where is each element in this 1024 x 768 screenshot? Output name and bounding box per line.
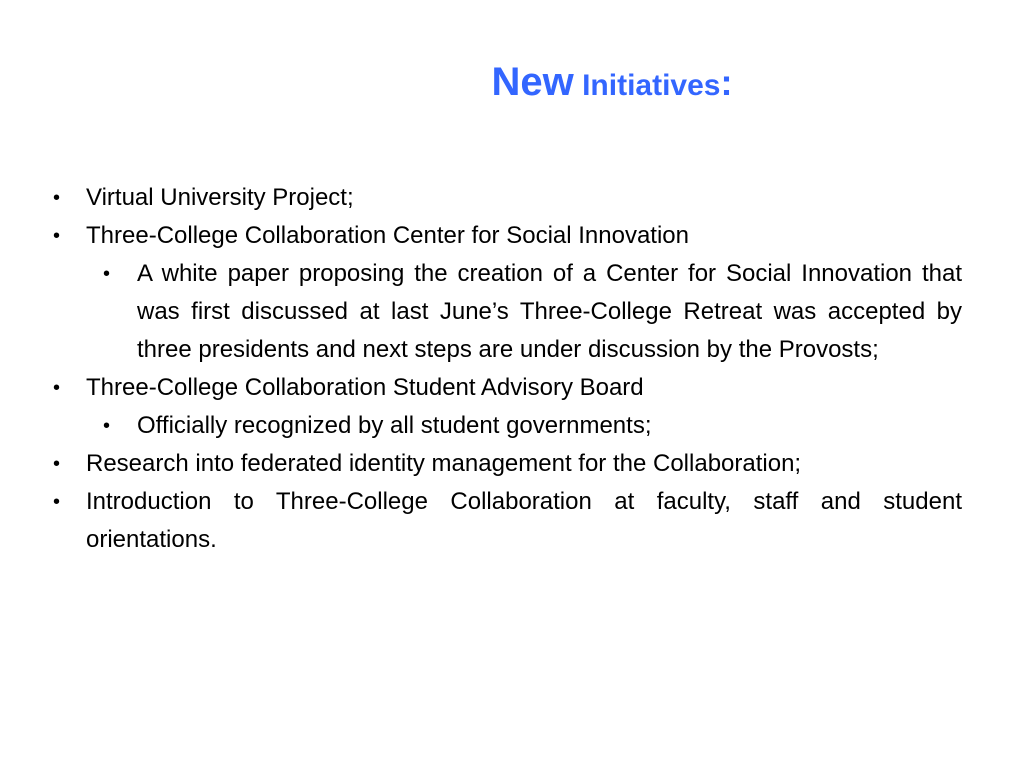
slide-body <box>0 179 1024 559</box>
sub-bullet-marker: • <box>103 415 111 437</box>
bullet-marker: • <box>53 453 61 475</box>
bullet-text: Research into federated identity management for the Collaboration; <box>86 450 802 477</box>
slide-title-colon: : <box>720 62 733 103</box>
sub-bullet-item-officially-recognized <box>103 407 962 445</box>
sub-bullet-list <box>86 407 962 445</box>
bullet-marker: • <box>53 225 61 247</box>
bullet-item-orientations <box>53 483 962 559</box>
sub-bullet-marker: • <box>103 263 111 285</box>
slide-title <box>0 60 1024 104</box>
bullet-marker: • <box>53 377 61 399</box>
bullet-text: Virtual University Project; <box>86 184 354 211</box>
bullet-text: Introduction to Three-College Collaboration at faculty, staff and student orientations. <box>86 488 962 553</box>
bullet-text: Three-College Collaboration Center for Social Innovation <box>86 222 689 249</box>
sub-bullet-list <box>86 255 962 369</box>
slide-title-word-initiatives: Initiatives <box>573 69 721 102</box>
bullet-item-federated-identity <box>53 445 962 483</box>
bullet-text: Three-College Collaboration Student Advisory Board <box>86 374 644 401</box>
bullet-marker: • <box>53 187 61 209</box>
bullet-item-student-advisory-board <box>53 369 962 445</box>
sub-bullet-text: Officially recognized by all student governments; <box>137 412 652 439</box>
bullet-list <box>0 179 1024 559</box>
bullet-item-virtual-university <box>53 179 962 217</box>
sub-bullet-text: A white paper proposing the creation of a Center for Social Innovation that was first discussed at last June’s Three-College Retreat was accepted by three presidents and next steps are under discussion by the Provosts; <box>137 260 962 363</box>
sub-bullet-item-white-paper <box>103 255 962 369</box>
bullet-marker: • <box>53 491 61 513</box>
slide-title-word-new: New <box>491 60 574 104</box>
bullet-item-social-innovation-center <box>53 217 962 369</box>
